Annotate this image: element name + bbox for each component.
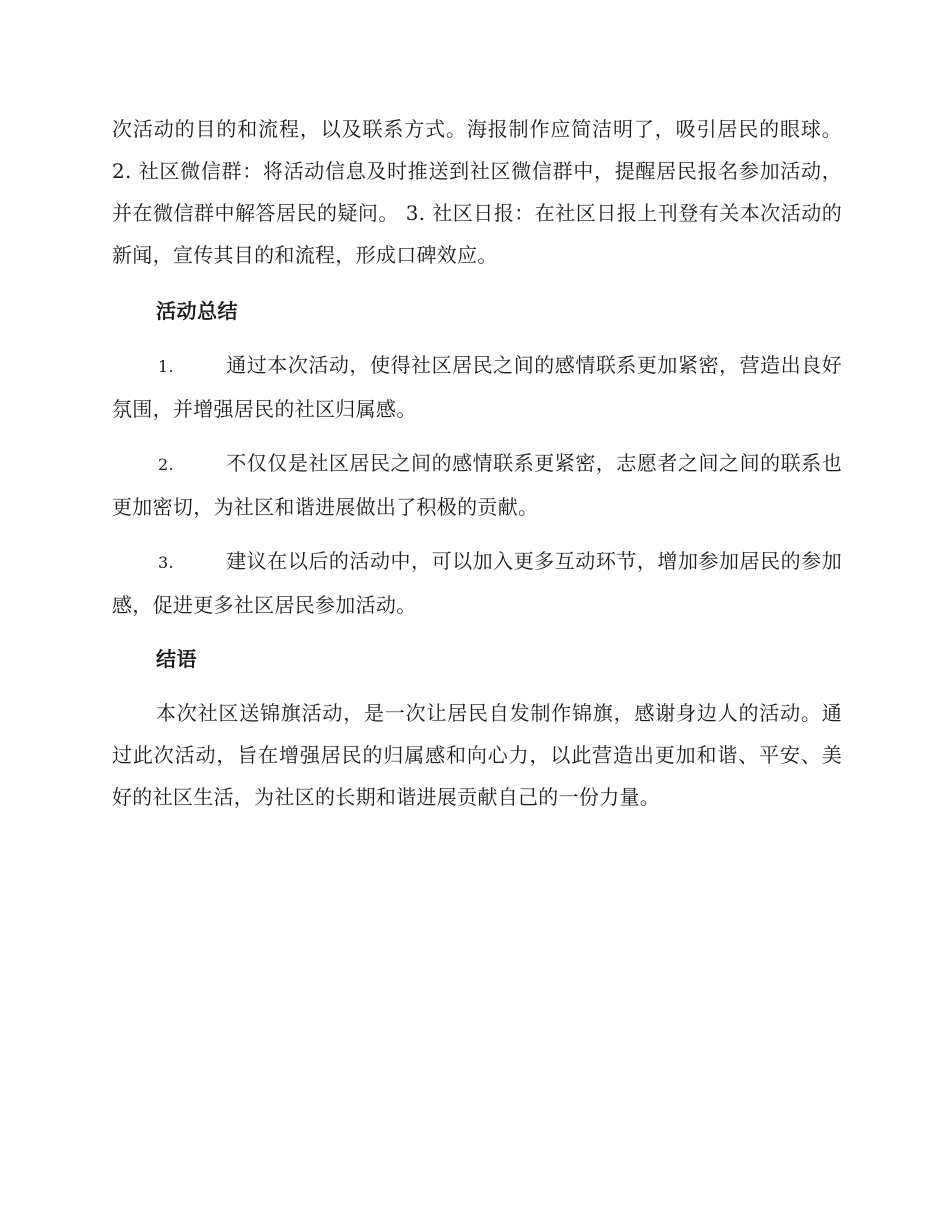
summary-item-text: 不仅仅是社区居民之间的感情联系更紧密，志愿者之间之间的联系也更加密切，为社区和谐进展做出了积极的贡献。 xyxy=(112,451,842,519)
intro-paragraph: 次活动的目的和流程，以及联系方式。海报制作应简洁明了，吸引居民的眼球。 2. 社区微信群：将活动信息及时推送到社区微信群中，提醒居民报名参加活动，并在微信群中解答居民的疑问。 3. 社区日报：在社区日报上刊登有关本次活动的新闻，宣传其目的和流程，形成口碑效应。 xyxy=(112,117,842,267)
conclusion-heading: 结语 xyxy=(156,647,197,671)
summary-item-number: 3. xyxy=(158,553,174,572)
summary-item-number: 1. xyxy=(158,357,174,376)
summary-item-text: 建议在以后的活动中，可以加入更多互动环节，增加参加居民的参加感，促进更多社区居民参加活动。 xyxy=(112,549,842,617)
summary-item-1 xyxy=(112,344,842,430)
summary-item-2 xyxy=(112,442,842,528)
summary-item-3 xyxy=(112,540,842,626)
conclusion-paragraph: 本次社区送锦旗活动，是一次让居民自发制作锦旗，感谢身边人的活动。通过此次活动，旨在增强居民的归属感和向心力，以此营造出更加和谐、平安、美好的社区生活，为社区的长期和谐进展贡献自己的一份力量。 xyxy=(112,701,842,809)
summary-item-text: 通过本次活动，使得社区居民之间的感情联系更加紧密，营造出良好氛围，并增强居民的社区归属感。 xyxy=(112,353,842,421)
summary-heading: 活动总结 xyxy=(156,299,238,323)
summary-item-number: 2. xyxy=(158,455,174,474)
document-content xyxy=(112,108,842,818)
